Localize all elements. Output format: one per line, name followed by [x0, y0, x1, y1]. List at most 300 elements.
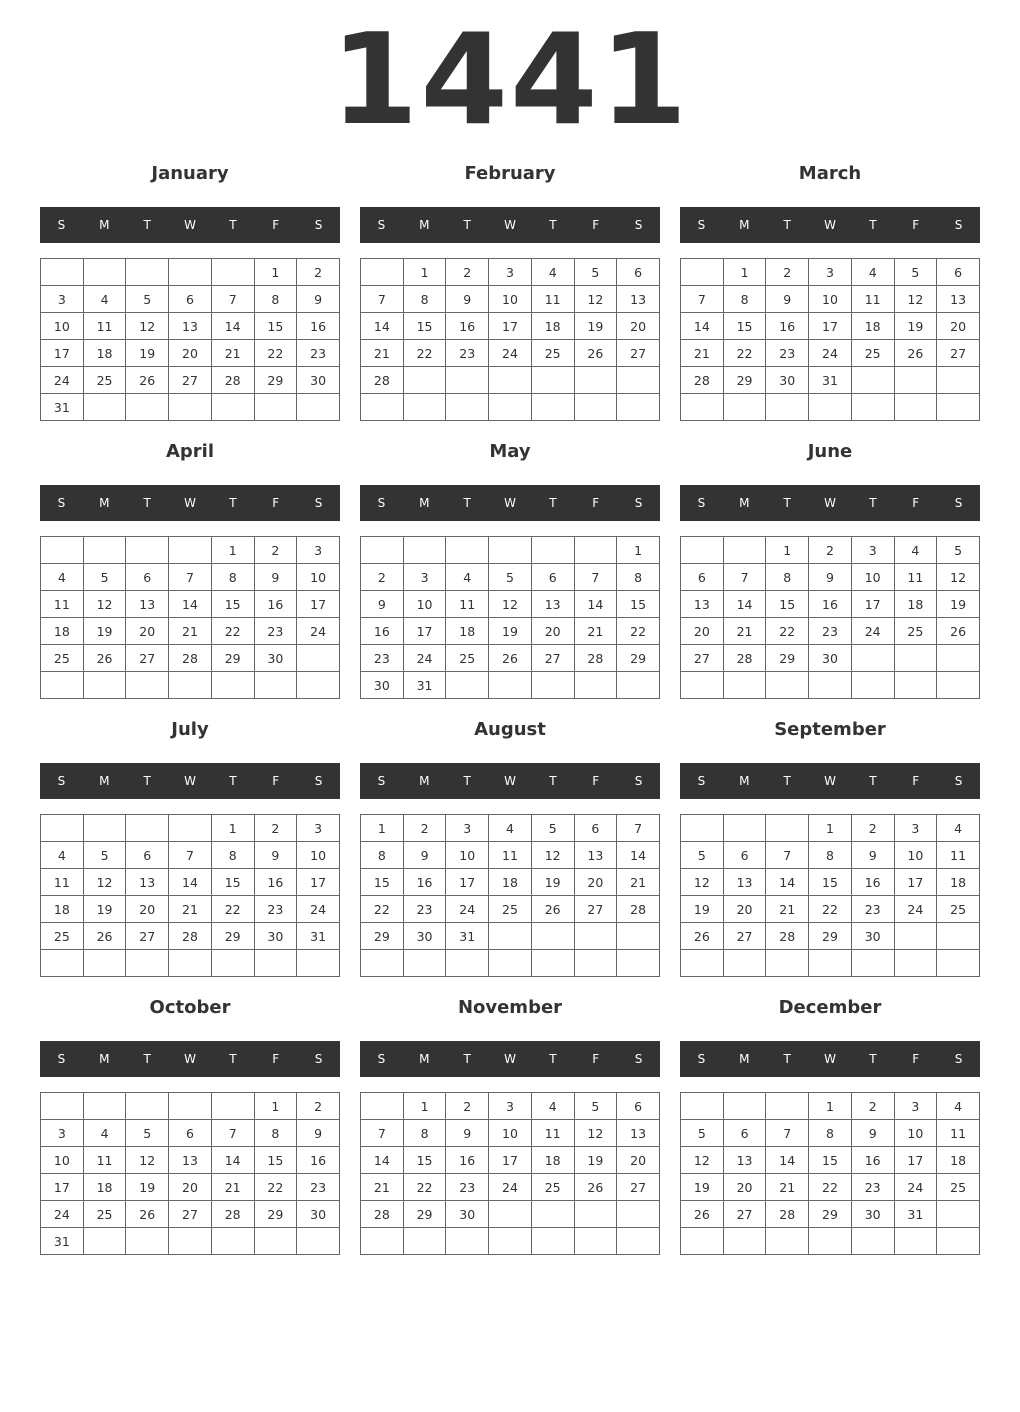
week-row: [41, 842, 340, 869]
day-cell: 29: [617, 645, 660, 672]
weekday-label: S: [634, 496, 643, 510]
day-cell: 21: [361, 340, 404, 367]
week-row: [361, 1093, 660, 1120]
week-row: [41, 869, 340, 896]
day-cell: 20: [169, 340, 212, 367]
weekday-label: F: [272, 774, 280, 788]
day-cell: 3: [297, 537, 340, 564]
month-april: [40, 432, 340, 704]
weekday-label: T: [229, 218, 237, 232]
day-cell: [937, 1228, 980, 1255]
day-cell: [531, 394, 574, 421]
day-cell: 23: [851, 1174, 894, 1201]
day-cell: 19: [574, 1147, 617, 1174]
weekday-label: S: [314, 774, 323, 788]
day-cell: 21: [574, 618, 617, 645]
day-cell: 8: [723, 286, 766, 313]
day-cell: 3: [894, 1093, 937, 1120]
week-row: [681, 645, 980, 672]
day-cell: 12: [489, 591, 532, 618]
weekday-label: F: [272, 496, 280, 510]
day-cell: 23: [297, 340, 340, 367]
day-cell: 15: [254, 313, 297, 340]
weekday-header: [40, 485, 340, 521]
day-cell: 24: [489, 340, 532, 367]
weekday-label: T: [143, 218, 151, 232]
day-cell: 1: [254, 1093, 297, 1120]
day-cell: [41, 672, 84, 699]
day-cell: [937, 367, 980, 394]
week-row: [681, 313, 980, 340]
weekday-label: S: [57, 1052, 66, 1066]
day-cell: [723, 815, 766, 842]
day-cell: [531, 672, 574, 699]
day-cell: 3: [489, 259, 532, 286]
week-row: [361, 950, 660, 977]
day-cell: 16: [254, 869, 297, 896]
day-cell: [574, 1228, 617, 1255]
weekday-header: [360, 1041, 660, 1077]
day-cell: 12: [83, 591, 126, 618]
day-cell: [83, 537, 126, 564]
day-cell: [766, 672, 809, 699]
week-row: [41, 672, 340, 699]
day-cell: 27: [574, 896, 617, 923]
week-row: [361, 869, 660, 896]
day-cell: 24: [446, 896, 489, 923]
day-cell: [254, 394, 297, 421]
day-cell: 31: [403, 672, 446, 699]
day-cell: 26: [894, 340, 937, 367]
day-cell: 18: [83, 340, 126, 367]
day-cell: 18: [531, 313, 574, 340]
weekday-label: T: [783, 774, 791, 788]
day-cell: 22: [809, 896, 852, 923]
day-cell: 17: [41, 1174, 84, 1201]
weekday-label: T: [783, 496, 791, 510]
day-cell: 31: [41, 394, 84, 421]
weekday-label: W: [504, 774, 516, 788]
week-row: [41, 286, 340, 313]
day-cell: [574, 672, 617, 699]
day-cell: 18: [894, 591, 937, 618]
day-table: [40, 1092, 340, 1255]
day-cell: 16: [851, 869, 894, 896]
day-cell: 23: [851, 896, 894, 923]
day-cell: 6: [681, 564, 724, 591]
day-cell: 21: [766, 896, 809, 923]
month-june: [680, 432, 980, 704]
weekday-label: M: [99, 496, 110, 510]
weekday-label: T: [463, 218, 471, 232]
day-cell: 8: [809, 842, 852, 869]
day-cell: 29: [723, 367, 766, 394]
day-cell: [617, 367, 660, 394]
weekday-label: S: [634, 774, 643, 788]
day-cell: 24: [403, 645, 446, 672]
day-cell: 8: [617, 564, 660, 591]
day-cell: [41, 1093, 84, 1120]
day-cell: 23: [361, 645, 404, 672]
weekday-label: S: [377, 496, 386, 510]
day-cell: [297, 950, 340, 977]
day-cell: 7: [361, 286, 404, 313]
week-row: [361, 591, 660, 618]
day-cell: [489, 1201, 532, 1228]
day-cell: [361, 394, 404, 421]
day-cell: 14: [723, 591, 766, 618]
day-cell: [126, 672, 169, 699]
day-cell: [361, 1093, 404, 1120]
week-row: [681, 815, 980, 842]
day-cell: 21: [681, 340, 724, 367]
month-title: October: [149, 997, 231, 1018]
day-cell: 3: [403, 564, 446, 591]
day-cell: 22: [723, 340, 766, 367]
week-row: [361, 1228, 660, 1255]
day-cell: 16: [297, 1147, 340, 1174]
day-cell: 7: [169, 842, 212, 869]
day-cell: 23: [254, 896, 297, 923]
day-cell: 1: [211, 537, 254, 564]
day-cell: [681, 815, 724, 842]
day-cell: [617, 672, 660, 699]
day-cell: 5: [83, 842, 126, 869]
day-cell: 10: [297, 564, 340, 591]
day-cell: 10: [894, 1120, 937, 1147]
day-cell: 23: [766, 340, 809, 367]
day-cell: 24: [894, 1174, 937, 1201]
weekday-label: W: [824, 1052, 836, 1066]
weekday-label: S: [57, 496, 66, 510]
day-cell: 20: [574, 869, 617, 896]
week-row: [41, 591, 340, 618]
day-cell: 20: [169, 1174, 212, 1201]
week-row: [41, 815, 340, 842]
week-row: [361, 672, 660, 699]
day-cell: [297, 1228, 340, 1255]
day-cell: 18: [937, 1147, 980, 1174]
day-cell: [361, 537, 404, 564]
week-row: [41, 950, 340, 977]
day-cell: 6: [723, 1120, 766, 1147]
day-cell: 7: [169, 564, 212, 591]
day-cell: [83, 950, 126, 977]
day-cell: 4: [937, 815, 980, 842]
week-row: [681, 286, 980, 313]
day-cell: [446, 537, 489, 564]
day-cell: [851, 1228, 894, 1255]
weekday-label: F: [912, 218, 920, 232]
day-cell: 16: [297, 313, 340, 340]
day-cell: [126, 259, 169, 286]
day-cell: 26: [681, 923, 724, 950]
day-cell: 6: [169, 1120, 212, 1147]
day-cell: 9: [297, 286, 340, 313]
day-cell: 13: [681, 591, 724, 618]
day-table: [680, 536, 980, 699]
day-cell: 26: [83, 923, 126, 950]
day-cell: 12: [894, 286, 937, 313]
weekday-label: S: [377, 774, 386, 788]
day-cell: 21: [723, 618, 766, 645]
day-cell: 19: [937, 591, 980, 618]
day-cell: 1: [766, 537, 809, 564]
day-cell: [211, 259, 254, 286]
day-cell: [41, 259, 84, 286]
week-row: [681, 1201, 980, 1228]
week-row: [681, 1228, 980, 1255]
day-cell: 27: [126, 923, 169, 950]
day-cell: [126, 815, 169, 842]
day-cell: 26: [126, 1201, 169, 1228]
day-cell: 4: [83, 286, 126, 313]
day-cell: 25: [531, 1174, 574, 1201]
day-cell: [681, 1093, 724, 1120]
day-cell: 11: [937, 842, 980, 869]
weekday-header: [360, 485, 660, 521]
day-cell: 25: [937, 1174, 980, 1201]
week-row: [681, 367, 980, 394]
week-row: [681, 537, 980, 564]
day-cell: 1: [403, 259, 446, 286]
day-cell: 2: [361, 564, 404, 591]
day-cell: 3: [297, 815, 340, 842]
day-cell: [574, 394, 617, 421]
day-cell: 15: [723, 313, 766, 340]
day-table: [360, 536, 660, 699]
month-title: January: [151, 163, 229, 184]
day-cell: [254, 950, 297, 977]
day-cell: [489, 923, 532, 950]
weekday-label: F: [272, 1052, 280, 1066]
day-cell: [489, 1228, 532, 1255]
day-cell: [489, 537, 532, 564]
day-cell: 6: [169, 286, 212, 313]
day-cell: 7: [361, 1120, 404, 1147]
day-cell: 3: [489, 1093, 532, 1120]
day-cell: 6: [937, 259, 980, 286]
day-cell: 21: [617, 869, 660, 896]
week-row: [41, 923, 340, 950]
day-cell: 1: [254, 259, 297, 286]
week-row: [681, 259, 980, 286]
day-table: [40, 814, 340, 977]
day-cell: 5: [574, 1093, 617, 1120]
day-cell: 17: [41, 340, 84, 367]
weekday-label: T: [549, 218, 557, 232]
day-cell: 13: [169, 1147, 212, 1174]
day-cell: 6: [617, 1093, 660, 1120]
day-cell: 9: [446, 286, 489, 313]
week-row: [41, 645, 340, 672]
day-cell: 1: [809, 815, 852, 842]
day-cell: 15: [809, 1147, 852, 1174]
month-title: December: [778, 997, 882, 1018]
day-cell: 16: [446, 1147, 489, 1174]
week-row: [361, 923, 660, 950]
day-cell: 5: [126, 1120, 169, 1147]
weekday-label: S: [57, 218, 66, 232]
day-cell: 20: [126, 618, 169, 645]
day-cell: [937, 672, 980, 699]
day-cell: 1: [809, 1093, 852, 1120]
day-cell: 17: [489, 313, 532, 340]
day-cell: 14: [361, 1147, 404, 1174]
day-cell: 30: [403, 923, 446, 950]
week-row: [361, 896, 660, 923]
weekday-label: S: [57, 774, 66, 788]
day-cell: 9: [809, 564, 852, 591]
day-cell: 24: [851, 618, 894, 645]
day-cell: 18: [446, 618, 489, 645]
day-cell: 24: [489, 1174, 532, 1201]
day-cell: [361, 259, 404, 286]
day-cell: [531, 950, 574, 977]
day-cell: [851, 367, 894, 394]
month-february: [360, 154, 660, 426]
week-row: [681, 869, 980, 896]
weekday-label: T: [869, 218, 877, 232]
weekday-label: S: [314, 1052, 323, 1066]
day-cell: 24: [809, 340, 852, 367]
day-cell: 5: [489, 564, 532, 591]
day-cell: 1: [361, 815, 404, 842]
day-cell: 1: [211, 815, 254, 842]
day-cell: 25: [489, 896, 532, 923]
day-cell: 9: [254, 842, 297, 869]
day-cell: 9: [254, 564, 297, 591]
day-cell: 4: [41, 564, 84, 591]
day-cell: 30: [297, 367, 340, 394]
day-cell: 5: [937, 537, 980, 564]
day-cell: [894, 950, 937, 977]
day-cell: 2: [446, 1093, 489, 1120]
day-cell: 16: [254, 591, 297, 618]
day-cell: [766, 815, 809, 842]
weekday-label: S: [377, 218, 386, 232]
weekday-label: W: [824, 218, 836, 232]
day-cell: 28: [169, 923, 212, 950]
day-cell: [446, 672, 489, 699]
weekday-label: T: [229, 496, 237, 510]
day-cell: 20: [617, 313, 660, 340]
day-cell: [894, 923, 937, 950]
day-cell: 18: [41, 896, 84, 923]
day-cell: [851, 645, 894, 672]
day-cell: 17: [851, 591, 894, 618]
day-cell: 30: [254, 923, 297, 950]
day-cell: 30: [446, 1201, 489, 1228]
day-cell: [169, 537, 212, 564]
weekday-label: S: [954, 218, 963, 232]
day-cell: 10: [41, 1147, 84, 1174]
day-cell: 26: [574, 340, 617, 367]
day-cell: 2: [766, 259, 809, 286]
day-cell: [809, 394, 852, 421]
day-cell: 28: [617, 896, 660, 923]
day-cell: 9: [297, 1120, 340, 1147]
day-cell: 2: [403, 815, 446, 842]
week-row: [41, 896, 340, 923]
day-cell: [681, 537, 724, 564]
day-cell: 22: [766, 618, 809, 645]
day-cell: 15: [254, 1147, 297, 1174]
day-cell: [766, 1093, 809, 1120]
day-cell: 12: [126, 1147, 169, 1174]
day-table: [680, 1092, 980, 1255]
week-row: [41, 537, 340, 564]
day-cell: [766, 1228, 809, 1255]
day-cell: 9: [361, 591, 404, 618]
weekday-label: W: [824, 774, 836, 788]
day-cell: 22: [809, 1174, 852, 1201]
week-row: [361, 1147, 660, 1174]
day-cell: [851, 394, 894, 421]
day-cell: 29: [254, 367, 297, 394]
day-cell: 6: [617, 259, 660, 286]
day-cell: [403, 537, 446, 564]
day-cell: [361, 1228, 404, 1255]
day-cell: [211, 1093, 254, 1120]
day-cell: [361, 950, 404, 977]
day-cell: 14: [361, 313, 404, 340]
day-cell: 13: [617, 1120, 660, 1147]
day-cell: [723, 537, 766, 564]
day-cell: [126, 394, 169, 421]
weekday-label: S: [954, 1052, 963, 1066]
day-cell: 13: [723, 869, 766, 896]
day-cell: 10: [489, 1120, 532, 1147]
day-table: [40, 536, 340, 699]
day-cell: 25: [531, 340, 574, 367]
day-cell: 19: [83, 618, 126, 645]
day-cell: [126, 950, 169, 977]
day-cell: [403, 394, 446, 421]
day-cell: 26: [937, 618, 980, 645]
day-cell: 11: [41, 591, 84, 618]
weekday-label: T: [549, 1052, 557, 1066]
day-cell: 8: [211, 842, 254, 869]
week-row: [41, 1174, 340, 1201]
day-cell: [83, 259, 126, 286]
month-may: [360, 432, 660, 704]
day-cell: [446, 394, 489, 421]
day-cell: [531, 1228, 574, 1255]
week-row: [361, 537, 660, 564]
day-cell: 1: [617, 537, 660, 564]
day-cell: 25: [83, 1201, 126, 1228]
day-cell: 3: [809, 259, 852, 286]
day-cell: 13: [617, 286, 660, 313]
day-cell: 2: [297, 259, 340, 286]
day-cell: 21: [169, 896, 212, 923]
day-cell: 11: [489, 842, 532, 869]
week-row: [681, 896, 980, 923]
day-cell: 19: [126, 1174, 169, 1201]
week-row: [41, 259, 340, 286]
day-cell: 27: [531, 645, 574, 672]
month-title: July: [171, 719, 209, 740]
day-cell: 15: [211, 591, 254, 618]
weekday-label: T: [549, 774, 557, 788]
day-cell: 19: [126, 340, 169, 367]
month-title: April: [165, 441, 215, 462]
day-cell: [809, 950, 852, 977]
day-cell: 29: [809, 1201, 852, 1228]
weekday-header: [680, 207, 980, 243]
day-cell: 11: [446, 591, 489, 618]
